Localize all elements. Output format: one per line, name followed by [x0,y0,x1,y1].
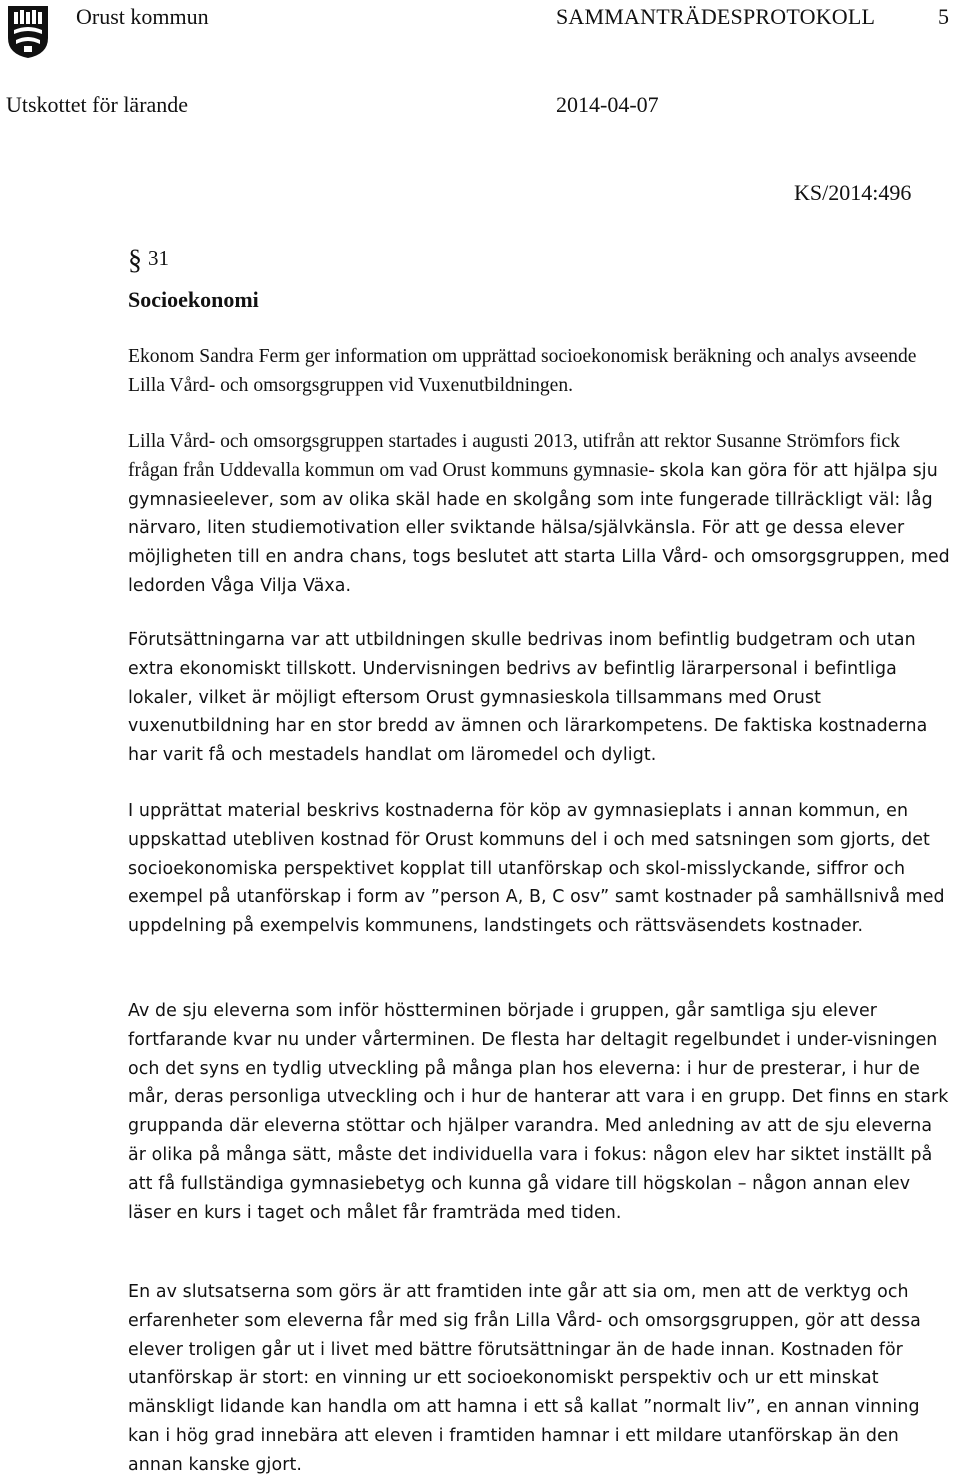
meeting-date: 2014-04-07 [556,92,659,117]
paragraph-background-part1: Lilla Vård- och omsorgsgruppen startades i augusti 2013, utifrån att rektor Susanne Strömfors fick frågan från Uddevalla kommun om vad Orust kommuns gymnasie- [128,431,900,481]
section-title: Socioekonomi [128,287,259,312]
committee-name: Utskottet för lärande [6,92,189,117]
paragraph-conclusion: En av slutsatserna som görs är att framtiden inte går att sia om, men att de verktyg och erfarenheter som eleverna får med sig från Lilla Vård- och omsorgsgruppen, gör att dessa elever troligen går ut i livet med bättre förutsättningar än de hade innan. Kostnaden för utanförskap är stort: en vinning ur ett socioekonomiskt perspektiv och ur ett minskat mänskligt lidande kan handla om att hamna i ett så kallat ”normalt liv”, en annan vinning kan i hög grad innebära att eleven i framtiden hamnar i ett mildare utanförskap än den annan kanske gjort. [128,1282,921,1475]
paragraph-students: Av de sju eleverna som inför höstterminen började i gruppen, går samtliga sju elever fortfarande kvar nu under vårterminen. De flesta har deltagit regelbundet i under-visningen och det syns en tydlig utveckling på många plan hos eleverna: i hur de presterar, i hur de mår, deras personliga utveckling och i hur de hanterar att vara i en grupp. Det finns en stark gruppanda där eleverna stöttar och hjälper varandra. Med anledning av att de sju eleverna är olika på många sätt, måste det individuella vara i fokus: någon elev har siktet inställt på att få fullständiga gymnasiebetyg och kunna gå vidare till högskolan – någon annan elev läser en kurs i taget och målet får framträda med tiden. [128,1001,949,1223]
section-sign: § [128,245,142,276]
municipality-name: Orust kommun [76,4,209,29]
paragraph-background-part2: skola kan göra för att hjälpa sju gymnasieelever, som av olika skäl hade en skolgång som inte fungerade tillräckligt väl: låg närvaro, liten studiemotivation eller sviktande hälsa/självkänsla. För att ge dessa elever möjligheten till en andra chans, togs beslutet att starta Lilla Vård- och omsorgsgruppen, med ledorden Våga Vilja Växa. [128,460,950,596]
document-type: SAMMANTRÄDESPROTOKOLL [556,4,876,29]
paragraph-background [128,428,954,601]
paragraph-material: I upprättat material beskrivs kostnaderna för köp av gymnasieplats i annan kommun, en uppskattad utebliven kostnad för Orust kommuns del i och med satsningen som gjorts, det socioekonomiska perspektivet kopplat till utanförskap och skol-misslyckande, siffror och exempel på utanförskap i form av ”person A, B, C osv” samt kostnader på samhällsnivå med uppdelning på exempelvis kommunens, landstingets och rättsväsendets kostnader. [128,801,945,937]
paragraph-intro: Ekonom Sandra Ferm ger information om upprättad socioekonomisk beräkning och analys avseende Lilla Vård- och omsorgsgruppen vid Vuxenutbildningen. [128,346,917,396]
page-number: 5 [938,4,949,29]
paragraph-conditions: Förutsättningarna var att utbildningen skulle bedrivas inom befintlig budgetram och utan extra ekonomiskt tillskott. Undervisningen bedrivs av befintlig lärarpersonal i befintliga lokaler, vilket är möjligt eftersom Orust gymnasieskola tillsammans med Orust vuxenutbildning har en stor bredd av ämnen och lärarkompetens. De faktiska kostnaderna har varit få och mestadels handlat om läromedel och dyligt. [128,630,928,766]
section-number [128,246,169,275]
municipal-coat-of-arms-logo [6,4,50,60]
case-number: KS/2014:496 [794,180,912,205]
section-number-value: 31 [148,246,169,270]
